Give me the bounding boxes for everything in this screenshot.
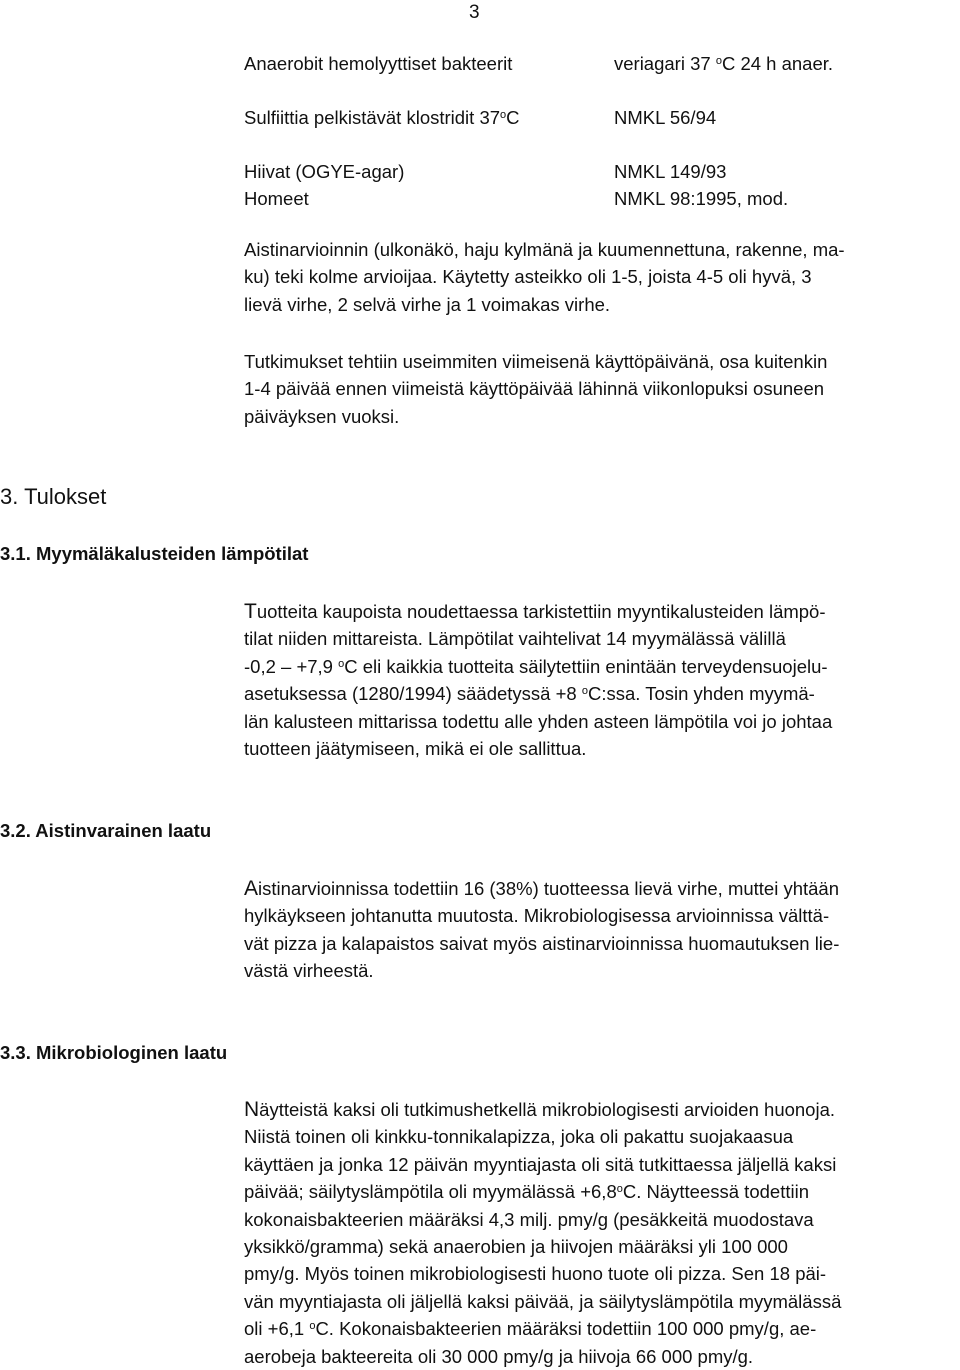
store-temperature-paragraph: Tuotteita kaupoista noudettaessa tarkistettiin myyntikalusteiden lämpö- tilat niiden mittareista. Lämpötilat vaihtelivat 14 myymälässä välillä -0,2 – +7,9 $^o$C eli kaikkia tuotteita säilytettiin enintään terveydensuojelu- asetuksessa (1280/1994) säädetyssä +8 $^o$C:ssa. Tosin yhden myymä- län kalusteen mittarissa todettu alle yhden asteen lämpötila voi jo johtaa tuotteen jäätymiseen, mikä ei ole sallittua.: [244, 600, 833, 760]
test-method: NMKL 56/94: [614, 107, 717, 128]
subsection-heading-3-1: 3.1. Myymäläkalusteiden lämpötilat: [0, 543, 309, 564]
test-name: Anaerobit hemolyyttiset bakteerit: [244, 53, 513, 74]
test-name: Sulfiittia pelkistävät klostridit 37$^o$C: [244, 107, 520, 128]
microbiological-quality-paragraph: Näytteistä kaksi oli tutkimushetkellä mikrobiologisesti arvioiden huonoja. Niistä toinen oli kinkku-tonnikalapizza, joka oli pakattu suojakaasua käyttäen ja jonka 12 päivän myyntiajasta oli sitä tutkittaessa jäljellä kaksi päivää; säilytyslämpötila oli myymälässä $+6,8^oC$. Näytteessä todettiin kokonaisbakteerien määräksi 4,3 milj. pmy/g (pesäkkeitä muodostava yksikkö/gramma) sekä anaerobien ja hiivojen määräksi yli 100 000 pmy/g. Myös toinen mikrobiologisesti huono tuote oli pizza. Sen 18 päi- vän myyntiajasta oli jäljellä kaksi päivää, ja säilytyslämpötila myymälässä oli +6,1 $^o$C. Kokonaisbakteerien määräksi todettiin 100 000 pmy/g, ae- aerobeja bakteereita oli 30 000 pmy/g ja hiivoja 66 000 pmy/g.: [244, 1098, 842, 1367]
timing-paragraph: Tutkimukset tehtiin useimmiten viimeisenä käyttöpäivänä, osa kuitenkin 1-4 päivää ennen viimeistä käyttöpäivää lähinnä viikonlopuksi osuneen päiväyksen vuoksi.: [244, 351, 828, 427]
subsection-heading-3-2: 3.2. Aistinvarainen laatu: [0, 820, 212, 841]
sensory-method-paragraph: Aistinarvioinnin (ulkonäkö, haju kylmänä ja kuumennettuna, rakenne, ma- ku) teki kolme arvioijaa. Käytetty asteikko oli 1-5, joista 4-5 oli hyvä, 3 lievä virhe, 2 selvä virhe ja 1 voimakas virhe.: [244, 239, 845, 315]
page-number: 3: [469, 2, 480, 23]
test-method: veriagari 37 $^o$C 24 h anaer.: [614, 53, 834, 74]
test-name: Hiivat (OGYE-agar): [244, 161, 405, 182]
sensory-quality-paragraph: Aistinarvioinnissa todettiin 16 (38%) tuotteessa lievä virhe, muttei yhtään hylkäykseen johtanutta muutosta. Mikrobiologisessa arvioinnissa välttä- vät pizza ja kalapaistos saivat myös aistinarvioinnissa huomautuksen lie- västä virheestä.: [244, 877, 840, 982]
subsection-heading-3-3: 3.3. Mikrobiologinen laatu: [0, 1042, 228, 1063]
test-method: NMKL 149/93: [614, 161, 727, 182]
test-name: Homeet: [244, 188, 309, 209]
test-method: NMKL 98:1995, mod.: [614, 188, 789, 209]
section-heading-results: 3. Tulokset: [0, 484, 107, 509]
